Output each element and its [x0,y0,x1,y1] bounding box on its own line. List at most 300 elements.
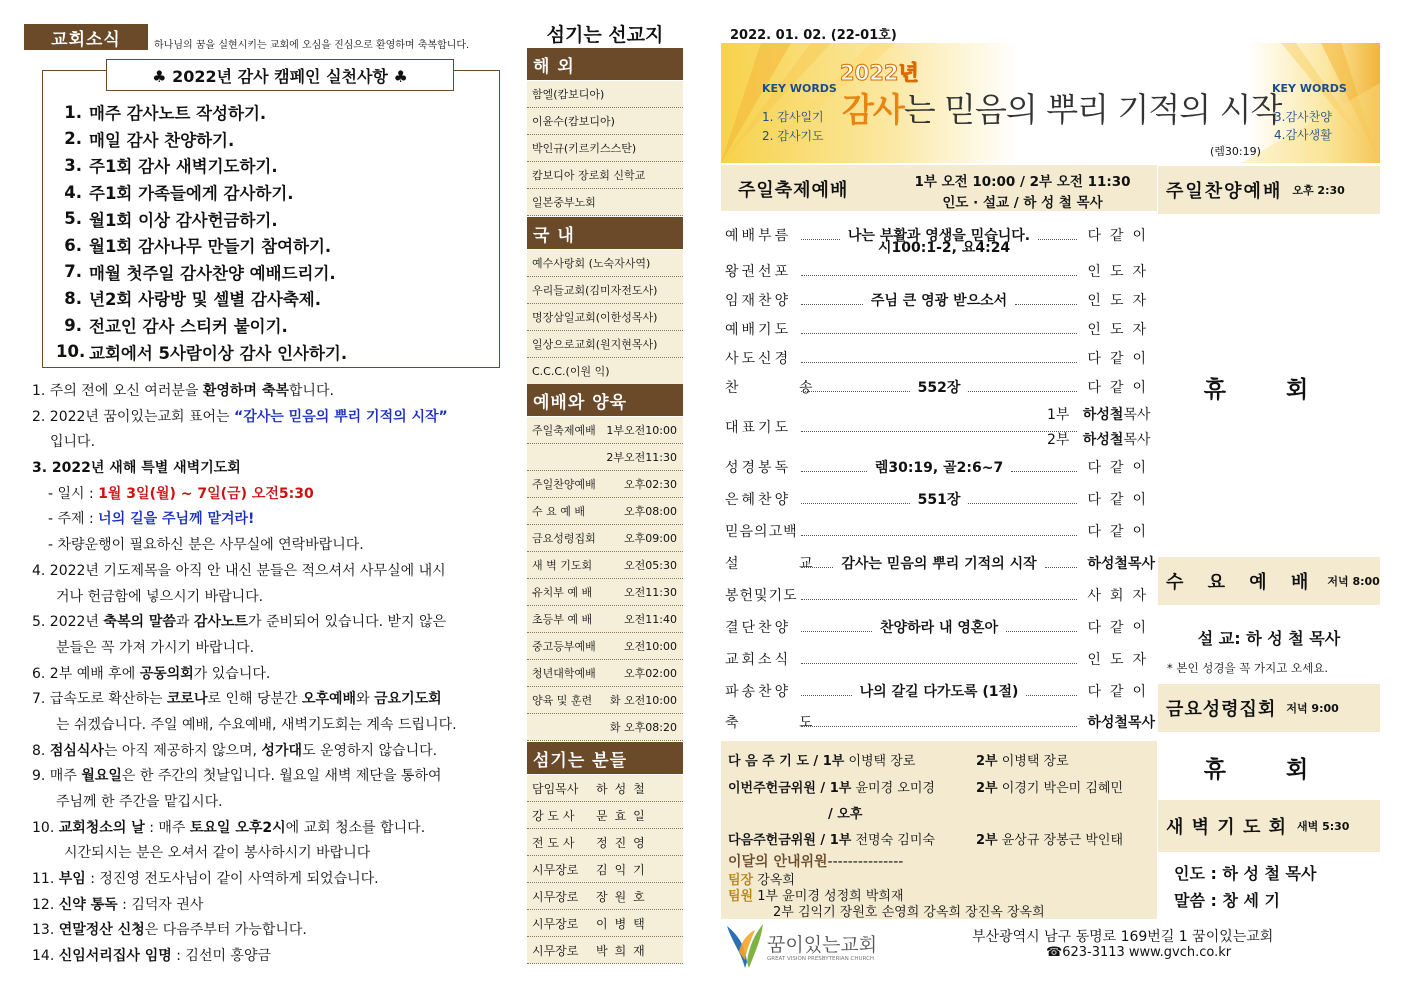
notice-text: 11. [32,871,59,888]
servant-name: 김익기 [596,862,652,877]
order-leader-dots [1038,239,1077,240]
servant-role: 담임목사 [532,781,579,796]
campaign-item-number: 6. [64,235,82,255]
schedule-time: 오전11:30 [624,586,677,599]
campaign-item [56,179,496,206]
order-row [725,649,1155,669]
order-leader-dots [968,391,1077,392]
schedule-time: 오후09:00 [624,532,677,545]
notice-item-cont [32,713,520,739]
notice-item-cont [32,636,520,662]
order-row [725,521,1155,541]
guide-title-row [728,851,903,871]
notice-emphasis: 감사노트 [193,614,249,631]
church-logo-subtext: GREAT VISION PRESBYTERIAN CHURCH [767,956,875,962]
schedule-time: 오전11:40 [624,613,677,626]
bulletin-date: 2022. 01. 02. (22-01호) [730,28,897,43]
order-label: 결단찬양 [725,620,792,636]
schedule-row [527,552,683,579]
friday-service-title: 금요성령집회 [1166,699,1277,720]
servant-name: 박희재 [596,943,652,958]
order-label: 파송찬양 [725,684,792,700]
mission-item: 명장삼일교회(이한성목사) [527,304,683,331]
next-offering-row [728,829,935,848]
servant-role: 시무장로 [532,916,579,931]
schedule-row [527,498,683,525]
wednesday-service-header [1158,557,1380,605]
schedule-row [527,579,683,606]
campaign-item [56,205,496,232]
notice-item [32,918,520,944]
mission-item: 이윤수(캄보디아) [527,108,683,135]
duty-person: 강옥희 [757,873,795,888]
praise-service-header [1158,166,1380,214]
campaign-item [56,152,496,179]
order-person: 다같이 [1087,460,1156,476]
notice-item [32,816,520,842]
servant-row [527,856,683,883]
notice-item [32,379,520,405]
duty-label: 2부 [976,781,998,796]
notice-emphasis: 교회청소의 날 [58,819,145,836]
notice-item [32,559,520,585]
servant-role: 시무장로 [532,862,579,877]
order-person: 다같이 [1087,684,1156,700]
notice-item [32,739,520,765]
schedule-name: 유치부 예 배 [532,586,593,599]
notice-text: 7. 급속도로 확산하는 [32,691,167,708]
campaign-item-number: 3. [64,155,82,175]
prayer-title: 목사 [1123,407,1151,423]
order-label: 교회소식 [725,652,792,668]
order-label: 임재찬양 [725,293,792,309]
order-leader-dots [1015,304,1077,305]
overseas-mission-list [527,81,683,216]
prayer-person: 하성철 [1082,407,1124,423]
dawn-prayer-title: 새 벽 기 도 회 [1166,817,1288,838]
sunday-service-time: 1부 오전 10:00 / 2부 오전 11:30 [914,174,1131,190]
banner-keyword: 3.감사찬양 [1274,110,1332,124]
notice-item-cont [32,430,520,456]
notice-text: 14. [32,948,59,965]
servant-role: 전 도 사 [532,835,575,850]
duty-label: 다음주헌금위원 / 1부 [728,833,852,848]
order-label: 믿음의고백 [725,524,798,540]
notice-text: 시간되시는 분은 오셔서 같이 봉사하시기 바랍니다 [64,845,371,862]
order-leader-dots [801,535,1077,536]
notice-text: 13. [32,922,59,939]
banner-theme [842,84,1281,131]
notice-text: - 일시 : [48,485,99,502]
campaign-item-text: 주1회 가족들에게 감사하기. [89,184,294,204]
notice-text: 도 운영하지 않습니다. [302,742,438,759]
order-leader-dots [801,663,1077,664]
order-person: 인도자 [1087,264,1155,280]
notice-text: : 김선미 홍양금 [171,948,272,965]
order-leader-dots [801,275,1077,276]
campaign-item-text: 전교인 감사 스티커 붙이기. [89,317,288,337]
schedule-time: 오후08:00 [624,505,677,518]
campaign-list [56,99,496,365]
campaign-item-text: 월1회 이상 감사헌금하기. [89,210,278,230]
next-prayer-second [976,750,1069,769]
schedule-time: 화 오후08:20 [609,721,677,734]
notice-item-cont [32,585,520,611]
notice-item-cont [32,790,520,816]
schedule-name: 양육 및 훈련 [532,694,593,707]
order-label: 은혜찬양 [725,492,792,508]
servant-name: 정진영 [596,835,652,850]
order-row [725,681,1155,701]
duty-person: 윤상규 장봉근 박인태 [1001,833,1124,848]
wednesday-service-title: 수 요 예 배 [1166,572,1318,593]
schedule-time: 오후02:30 [624,478,677,491]
notice-text: 5. 2022년 [32,614,104,631]
church-logo-text: 꿈이있는교회 [767,934,878,956]
schedule-row [527,417,683,444]
order-person: 다같이 [1087,620,1156,636]
notice-text: 과 [175,614,194,631]
notice-subitem [32,507,520,533]
wednesday-note: * 본인 성경을 꼭 가지고 오세요. [1167,661,1328,675]
order-content: 렘30:19, 골2:6~7 [874,460,1004,476]
servant-name: 문효일 [596,808,652,823]
friday-service-time: 저녁 9:00 [1286,702,1339,715]
servant-role: 시무장로 [532,943,579,958]
campaign-item [56,338,496,365]
this-offering-pm: / 오후 [828,807,863,822]
mission-title: 섬기는 선교지 [546,24,664,46]
order-leader-dots [801,695,852,696]
servant-row [527,829,683,856]
notice-subitem [32,533,520,559]
campaign-item-number: 2. [64,129,82,149]
order-content: 감사는 믿음의 뿌리 기적의 시작 [841,556,1037,572]
banner-keyword: 1. 감사일기 [762,110,824,124]
next-prayer-row [728,750,915,769]
servant-role: 시무장로 [532,889,579,904]
notice-text: 에 교회 청소를 합니다. [285,819,426,836]
overseas-mission-head: 해 외 [527,48,683,80]
notice-emphasis: 신약 통독 [58,896,118,913]
schedule-row [527,633,683,660]
notice-text: : 정진영 전도사님이 같이 사역하게 되었습니다. [85,871,379,888]
order-leader-dots [801,631,872,632]
wednesday-preacher: 설 교: 하 성 철 목사 [1197,629,1341,648]
order-person: 인도자 [1087,652,1155,668]
campaign-item-text: 월1회 감사나무 만들기 참여하기. [89,237,332,257]
wednesday-service-time: 저녁 8:00 [1327,575,1380,588]
servant-name: 하성철 [596,781,652,796]
church-address: 부산광역시 남구 동명로 169번길 1 꿈이있는교회 [972,929,1274,945]
order-row [725,553,1155,573]
praise-service-status: 휴 회 [1203,377,1335,403]
order-row [725,617,1155,637]
order-row [725,261,1155,281]
notice-text: 입니다. [50,434,96,451]
notice-emphasis: 금요기도회 [374,691,442,708]
church-logo-icon [725,922,765,970]
notice-item [32,405,520,431]
domestic-mission-head: 국 내 [527,217,683,249]
order-person: 다같이 [1087,524,1155,540]
praise-service-time: 오후 2:30 [1292,184,1345,197]
notice-item-cont [32,841,520,867]
notice-text: 합니다. [288,383,334,399]
order-row [725,319,1155,339]
schedule-name: 중고등부예배 [532,640,596,653]
notice-emphasis: 축복의 말씀 [103,614,176,631]
notice-text: 가 준비되어 있습니다. 받지 않은 [248,614,447,631]
campaign-title: ♣ 2022년 감사 캠페인 실천사항 ♣ [106,59,454,91]
order-leader-dots [801,431,1077,432]
campaign-item-text: 매월 첫주일 감사찬양 예배드리기. [89,263,336,283]
mission-item: 일본중부노회 [527,189,683,216]
servant-row [527,883,683,910]
order-person: 다같이 [1087,380,1155,396]
notice-text: 은 다음주부터 가능합니다. [144,922,307,939]
banner-year: 2022년 [840,61,919,85]
schedule-time: 2부오전11:30 [606,451,677,464]
campaign-item [56,99,496,126]
news-intro-text: 하나님의 꿈을 실현시키는 교회에 오심을 진심으로 환영하며 축복합니다. [154,40,470,51]
notice-text: 1. 주의 전에 오신 여러분을 [32,383,203,399]
notice-emphasis: 코로나 [166,691,208,708]
notice-text: 로 인해 당분간 [207,691,302,708]
order-label: 찬 송 [725,380,841,396]
dawn-prayer-time: 새벽 5:30 [1297,820,1350,833]
servant-role: 강 도 사 [532,808,575,823]
prayer-second-service [1047,429,1150,449]
schedule-row [527,714,683,741]
notice-item [32,893,520,919]
campaign-item-text: 교회에서 5사람이상 감사 인사하기. [89,343,348,363]
order-content: 552장 [917,380,961,396]
sunday-service-leader: 인도 · 설교 / 하 성 철 목사 [942,195,1103,211]
banner-keywords-label: KEY WORDS [1272,82,1347,95]
order-content: 나는 부활과 영생을 믿습니다. [847,228,1031,244]
notice-text: 은 한 주간의 첫날입니다. 월요일 새벽 제단을 통하여 [121,768,442,785]
order-person: 다같이 [1087,351,1155,367]
dawn-prayer-message: 말씀 : 창 세 기 [1174,891,1280,910]
order-label: 봉헌및기도 [725,588,798,604]
notice-text: 6. 2부 예배 후에 [32,665,140,682]
servant-row [527,937,683,964]
banner-keywords-label: KEY WORDS [762,82,837,95]
this-offering-row [728,777,935,796]
campaign-item-text: 매주 감사노트 작성하기. [89,104,267,124]
order-leader-dots [801,391,910,392]
notice-text: 2. 2022년 꿈이있는교회 표어는 [32,408,235,425]
notice-text: : 김덕자 권사 [117,896,204,913]
campaign-item [56,312,496,339]
campaign-item [56,232,496,259]
prayer-part: 2부 [1047,432,1070,448]
notice-text: 는 아직 제공하지 않으며, [103,742,262,759]
order-leader-dots [801,304,863,305]
order-content: 주님 큰 영광 받으소서 [870,293,1008,309]
order-label: 설 교 [725,556,841,572]
schedule-time: 화 오전10:00 [609,694,677,707]
notice-emphasis: 오후예배 [301,691,357,708]
notice-text: - 차량운행이 필요하신 분은 사무실에 연락바랍니다. [48,537,364,554]
campaign-item-number: 8. [64,288,82,308]
order-person: 하성철목사 [1087,715,1155,731]
order-leader-dots [801,599,1077,600]
notice-motto: “감사는 믿음의 뿌리 기적의 시작” [234,408,448,425]
worship-schedule-head: 예배와 양육 [527,384,683,416]
notice-item [32,867,520,893]
order-label: 왕권선포 [725,264,792,280]
notice-text: - 주제 : [48,511,99,528]
order-leader-dots [801,239,840,240]
notice-text: 거나 헌금함에 넣으시기 바랍니다. [56,588,264,605]
schedule-time: 1부오전10:00 [606,424,677,437]
domestic-mission-list [527,250,683,385]
servant-name: 장원호 [596,889,652,904]
this-offering-second [976,777,1123,796]
order-person: 하성철목사 [1087,556,1155,572]
notice-emphasis: 토요일 오후2시 [189,819,286,836]
order-row [725,348,1155,368]
church-logo [725,922,905,970]
notice-item [32,456,520,482]
notice-subitem [32,482,520,508]
banner-scripture-ref: (렘30:19) [1210,145,1261,158]
duty-person: 이병택 장로 [848,754,916,769]
campaign-item-text: 년2회 사랑방 및 셀별 감사축제. [89,290,321,310]
notice-text: 9. 매주 [32,768,82,785]
schedule-name: 수 요 예 배 [532,505,585,518]
notice-emphasis: 성가대 [261,742,302,759]
order-leader-dots [1026,695,1077,696]
church-contact: ☎623-3113 www.gvch.co.kr [1046,945,1232,960]
friday-service-header [1158,684,1380,732]
order-content: 551장 [917,492,961,508]
duty-person: 1부 윤미경 성정희 박희재 [757,889,904,904]
campaign-item-number: 5. [64,209,82,229]
servant-row [527,802,683,829]
mission-item: 캄보디아 장로회 신학교 [527,162,683,189]
order-leader-dots [1006,631,1077,632]
servant-name: 이병택 [596,916,652,931]
duty-label: 이번주헌금위원 / 1부 [728,781,852,796]
notice-emphasis: 신임서리집사 임명 [58,948,172,965]
order-row [725,290,1155,310]
campaign-item-text: 매일 감사 찬양하기. [89,130,235,150]
order-leader-dots [801,567,833,568]
order-row [725,585,1155,605]
notice-text: : 매주 [144,819,190,836]
notice-text: 10. [32,819,59,836]
banner-keyword: 4.감사생활 [1274,128,1332,142]
campaign-item-text: 주1회 감사 새벽기도하기. [89,157,278,177]
notice-item [32,662,520,688]
order-label: 예배부름 [725,228,792,244]
banner-theme-rest: 는 믿음의 뿌리 기적의 시작 [903,90,1282,129]
notice-text: 주님께 한 주간을 맡깁시다. [56,794,223,810]
campaign-item-number: 9. [64,315,82,335]
order-leader-dots [801,471,867,472]
notice-emphasis: 월요일 [81,768,122,785]
schedule-row [527,606,683,633]
order-leader-dots [801,333,1077,334]
order-label: 대표기도 [725,420,792,436]
banner-keyword: 2. 감사기도 [762,129,824,143]
notice-emphasis: 부임 [58,871,86,888]
duty-person: 윤미경 오미경 [855,781,935,796]
prayer-title: 목사 [1123,432,1151,448]
servant-row [527,910,683,937]
schedule-name: 청년대학예배 [532,667,596,680]
mission-item: 함엘(캄보디아) [527,81,683,108]
order-leader-dots [968,503,1077,504]
order-row [725,489,1155,509]
guide-team-row-2: 2부 김익기 장원호 손영희 강옥희 장진옥 장옥희 [773,905,1045,920]
next-offering-second [976,829,1123,848]
order-label: 사도신경 [725,351,792,367]
notice-emphasis: 환영하며 축복 [202,383,289,399]
prayer-part: 1부 [1047,407,1070,423]
order-label: 성경봉독 [725,460,792,476]
notice-text: 8. [32,742,50,759]
duty-label: 2부 [976,754,998,769]
schedule-name: 새 벽 기도회 [532,559,593,572]
order-row [725,712,1155,732]
order-person: 다같이 [1087,228,1156,244]
duty-label: 2부 [976,833,998,848]
notice-list [32,379,520,970]
notice-emphasis: 공동의회 [139,665,194,682]
friday-service-status: 휴 회 [1203,757,1335,783]
notice-theme: 너의 길을 주님께 맡겨라! [98,511,255,528]
duty-label: 다 음 주 기 도 / 1부 [728,754,845,769]
duty-person: 전명숙 김미숙 [855,833,935,848]
guide-title: 이달의 안내위원 [728,854,828,870]
order-leader-dots [1045,567,1077,568]
order-row [725,457,1155,477]
schedule-time: 오전05:30 [624,559,677,572]
notice-item [32,610,520,636]
praise-service-title: 주일찬양예배 [1166,181,1283,202]
schedule-time: 오후02:00 [624,667,677,680]
schedule-row [527,687,683,714]
dawn-prayer-header [1158,800,1380,852]
schedule-time: 오전10:00 [624,640,677,653]
servant-row [527,775,683,802]
schedule-name: 금요성령집회 [532,532,596,545]
mission-item: 박인규(키르키스스탄) [527,135,683,162]
guide-divider: --------------- [827,854,904,870]
notice-text: 분들은 꼭 가져 가시기 바랍니다. [56,639,255,656]
duty-label: 팀원 [728,889,754,904]
campaign-item [56,259,496,286]
notice-item [32,687,520,713]
campaign-item-number: 1. [64,102,82,122]
notice-text: 가 있습니다. [193,665,271,682]
order-label: 예배기도 [725,322,792,338]
mission-item: 예수사랑회 (노숙자사역) [527,250,683,277]
prayer-first-service [1047,404,1150,424]
order-leader-dots [801,503,910,504]
schedule-name: 초등부 예 배 [532,613,593,626]
notice-title: 3. 2022년 새해 특별 새벽기도회 [32,460,241,477]
order-row [725,377,1155,397]
order-content: 나의 갈길 다가도록 (1절) [859,684,1019,700]
mission-item: 우리들교회(김미자전도사) [527,277,683,304]
servants-list [527,775,683,964]
order-person: 인도자 [1087,322,1155,338]
